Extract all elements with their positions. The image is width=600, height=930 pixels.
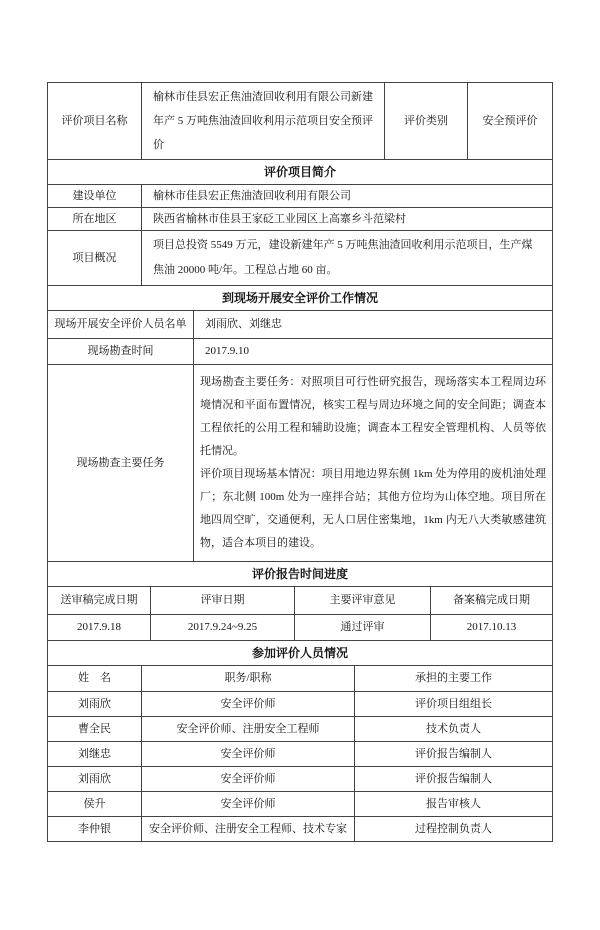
section-title: 到现场开展安全评价工作情况 bbox=[221, 290, 378, 305]
table-row bbox=[48, 185, 552, 208]
person-name: 侯升 bbox=[48, 792, 142, 816]
person-role: 安全评价师 bbox=[142, 792, 355, 816]
person-role: 安全评价师、注册安全工程师、技术专家 bbox=[142, 817, 355, 841]
site-staff-value: 刘雨欣、刘继忠 bbox=[205, 318, 282, 331]
schedule-col-header: 送审稿完成日期 bbox=[48, 587, 151, 614]
schedule-col-header: 评审日期 bbox=[151, 587, 295, 614]
section-header-people bbox=[48, 641, 552, 666]
section-title: 评价项目简介 bbox=[263, 164, 336, 179]
draft-date-value: 2017.9.18 bbox=[48, 615, 151, 640]
person-row bbox=[48, 792, 552, 817]
person-name: 李仲银 bbox=[48, 817, 142, 841]
person-role: 安全评价师 bbox=[142, 767, 355, 791]
person-name: 曹全民 bbox=[48, 717, 142, 741]
record-date-value: 2017.10.13 bbox=[466, 621, 517, 634]
person-row bbox=[48, 692, 552, 717]
schedule-col-header: 主要评审意见 bbox=[295, 587, 431, 614]
people-col-header-name: 姓 名 bbox=[48, 666, 142, 691]
table-row bbox=[48, 365, 552, 562]
location-label: 所在地区 bbox=[48, 208, 142, 230]
person-row bbox=[48, 742, 552, 767]
person-name: 刘雨欣 bbox=[48, 692, 142, 716]
person-row bbox=[48, 717, 552, 742]
review-date-value: 2017.9.24~9.25 bbox=[151, 615, 295, 640]
person-role: 安全评价师 bbox=[142, 692, 355, 716]
person-name: 刘继忠 bbox=[48, 742, 142, 766]
table-row bbox=[48, 231, 552, 286]
builder-value: 榆林市佳县宏正焦油渣回收利用有限公司 bbox=[153, 189, 351, 202]
review-opinion-value: 通过评审 bbox=[295, 615, 431, 640]
survey-date-value: 2017.9.10 bbox=[205, 345, 249, 358]
site-staff-label: 现场开展安全评价人员名单 bbox=[48, 311, 194, 338]
schedule-col-header: 备案稿完成日期 bbox=[453, 594, 530, 607]
category-label: 评价类别 bbox=[385, 83, 468, 159]
person-row bbox=[48, 817, 552, 841]
schedule-value-row bbox=[48, 615, 552, 641]
person-work: 报告审核人 bbox=[426, 797, 481, 810]
section-title: 评价报告时间进度 bbox=[251, 566, 348, 581]
overview-label: 项目概况 bbox=[48, 231, 142, 285]
person-work: 技术负责人 bbox=[426, 722, 481, 735]
section-header-schedule bbox=[48, 562, 552, 587]
people-col-header-role: 职务/职称 bbox=[142, 666, 355, 691]
section-title: 参加评价人员情况 bbox=[251, 645, 348, 660]
person-row bbox=[48, 767, 552, 792]
builder-label: 建设单位 bbox=[48, 185, 142, 207]
table-row bbox=[48, 311, 552, 339]
overview-value: 项目总投资 5549 万元，建设新建年产 5 万吨焦油渣回收利用示范项目，生产煤焦油 20000 吨/年。工程总占地 60 亩。 bbox=[153, 239, 533, 276]
project-name-value: 榆林市佳县宏正焦油渣回收利用有限公司新建年产 5 万吨焦油渣回收利用示范项目安全预评价 bbox=[142, 83, 385, 159]
survey-date-label: 现场勘查时间 bbox=[48, 339, 194, 364]
people-header-row bbox=[48, 666, 552, 692]
person-work: 过程控制负责人 bbox=[415, 822, 492, 835]
category-value: 安全预评价 bbox=[482, 114, 538, 127]
table-row bbox=[48, 339, 552, 365]
table-row bbox=[48, 83, 552, 160]
safety-evaluation-record-table bbox=[47, 82, 553, 842]
person-role: 安全评价师 bbox=[142, 742, 355, 766]
location-value: 陕西省榆林市佳县王家砭工业园区上高寨乡斗范梁村 bbox=[153, 212, 406, 225]
person-role: 安全评价师、注册安全工程师 bbox=[142, 717, 355, 741]
table-row bbox=[48, 208, 552, 231]
schedule-header-row bbox=[48, 587, 552, 615]
project-name-label: 评价项目名称 bbox=[48, 83, 142, 159]
survey-task-content bbox=[194, 365, 552, 561]
section-header-site-work bbox=[48, 286, 552, 311]
person-work: 评价报告编制人 bbox=[415, 772, 492, 785]
survey-task-label: 现场勘查主要任务 bbox=[48, 365, 194, 561]
person-work: 评价报告编制人 bbox=[415, 747, 492, 760]
people-col-header-work: 承担的主要工作 bbox=[415, 672, 492, 685]
person-work: 评价项目组组长 bbox=[415, 697, 492, 710]
survey-task-paragraph: 现场勘查主要任务：对照项目可行性研究报告，现场落实本工程周边环境情况和平面布置情况，核实工程与周边环境之间的安全间距；调查本工程依托的公用工程和辅助设施；调查本工程安全管理机构、人员等依托情况。 bbox=[200, 376, 546, 457]
person-name: 刘雨欣 bbox=[48, 767, 142, 791]
section-header-intro bbox=[48, 160, 552, 185]
survey-task-paragraph: 评价项目现场基本情况：项目用地边界东侧 1km 处为停用的废机油处理厂；东北侧 100m 处为一座拌合站；其他方位均为山体空地。项目所在地四周空旷，交通便利，无人口居住密集地，1km 内无八大类敏感建筑物，适合本项目的建设。 bbox=[200, 468, 546, 549]
